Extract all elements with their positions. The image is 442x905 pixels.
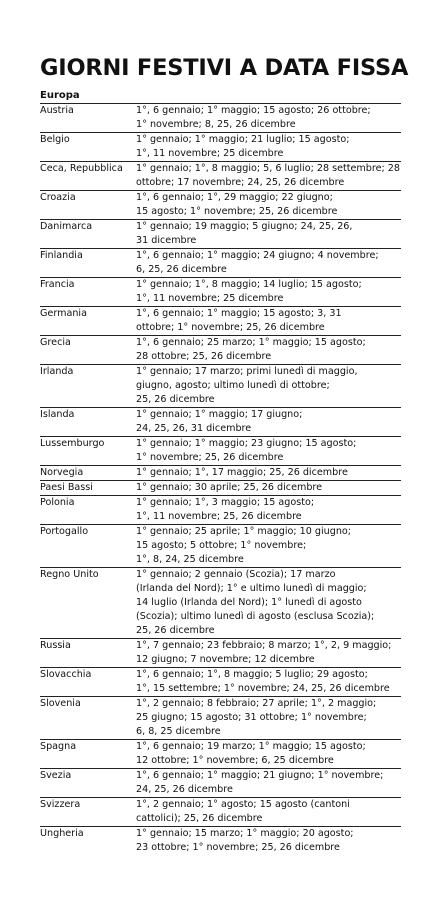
table-row bbox=[40, 798, 401, 827]
table-row bbox=[40, 668, 401, 697]
holiday-dates: 1°, 6 gennaio; 1° maggio; 21 giugno; 1° novembre; 24, 25, 26 dicembre bbox=[136, 770, 384, 795]
country-name: Francia bbox=[40, 279, 75, 290]
country-name: Grecia bbox=[40, 337, 71, 348]
holiday-dates: 1° gennaio; 15 marzo; 1° maggio; 20 agosto; 23 ottobre; 1° novembre; 25, 26 dicembre bbox=[136, 828, 354, 853]
country-name: Slovenia bbox=[40, 698, 81, 709]
country-name: Paesi Bassi bbox=[40, 482, 93, 493]
table-row bbox=[40, 481, 401, 496]
holiday-dates: 1°, 7 gennaio; 23 febbraio; 8 marzo; 1°, 2, 9 maggio; 12 giugno; 7 novembre; 12 dicembre bbox=[136, 640, 392, 665]
holiday-dates: 1° gennaio; 1°, 8 maggio; 5, 6 luglio; 28 settembre; 28 ottobre; 17 novembre; 24, 25, 26 dicembre bbox=[136, 163, 400, 188]
table-row bbox=[40, 496, 401, 525]
holiday-dates: 1° gennaio; 1°, 8 maggio; 14 luglio; 15 agosto; 1°, 11 novembre; 25 dicembre bbox=[136, 279, 362, 304]
section-heading: Europa bbox=[40, 90, 401, 104]
holiday-dates: 1° gennaio; 1° maggio; 21 luglio; 15 agosto; 1°, 11 novembre; 25 dicembre bbox=[136, 134, 350, 159]
holiday-dates: 1°, 2 gennaio; 1° agosto; 15 agosto (cantoni cattolici); 25, 26 dicembre bbox=[136, 799, 350, 824]
table-row bbox=[40, 307, 401, 336]
country-name: Irlanda bbox=[40, 366, 74, 377]
holiday-dates: 1°, 6 gennaio; 1° maggio; 15 agosto; 3, 31 ottobre; 1° novembre; 25, 26 dicembre bbox=[136, 308, 342, 333]
holiday-dates: 1° gennaio; 25 aprile; 1° maggio; 10 giugno; 15 agosto; 5 ottobre; 1° novembre; 1°, 8, 24, 25 dicembre bbox=[136, 526, 352, 565]
holiday-dates: 1°, 6 gennaio; 25 marzo; 1° maggio; 15 agosto; 28 ottobre; 25, 26 dicembre bbox=[136, 337, 366, 362]
holiday-dates: 1° gennaio; 1°, 17 maggio; 25, 26 dicembre bbox=[136, 467, 348, 478]
country-name: Svezia bbox=[40, 770, 72, 781]
country-name: Lussemburgo bbox=[40, 438, 105, 449]
table-row bbox=[40, 336, 401, 365]
table-row bbox=[40, 568, 401, 639]
table-row bbox=[40, 278, 401, 307]
holiday-dates: 1°, 6 gennaio; 1°, 29 maggio; 22 giugno; 15 agosto; 1° novembre; 25, 26 dicembre bbox=[136, 192, 338, 217]
holiday-dates: 1°, 6 gennaio; 1° maggio; 15 agosto; 26 ottobre; 1° novembre; 8, 25, 26 dicembre bbox=[136, 105, 371, 130]
table-row bbox=[40, 740, 401, 769]
table-row bbox=[40, 827, 401, 855]
holiday-dates: 1° gennaio; 17 marzo; primi lunedì di maggio, giugno, agosto; ultimo lunedì di ottobre; 25, 26 dicembre bbox=[136, 366, 358, 405]
table-row bbox=[40, 365, 401, 408]
table-row bbox=[40, 697, 401, 740]
holiday-dates: 1° gennaio; 1° maggio; 23 giugno; 15 agosto; 1° novembre; 25, 26 dicembre bbox=[136, 438, 357, 463]
country-name: Islanda bbox=[40, 409, 75, 420]
country-name: Russia bbox=[40, 640, 71, 651]
country-name: Germania bbox=[40, 308, 87, 319]
holiday-dates: 1° gennaio; 30 aprile; 25, 26 dicembre bbox=[136, 482, 323, 493]
country-name: Slovacchia bbox=[40, 669, 92, 680]
table-row bbox=[40, 466, 401, 481]
country-name: Belgio bbox=[40, 134, 70, 145]
country-name: Austria bbox=[40, 105, 74, 116]
table-row bbox=[40, 249, 401, 278]
country-name: Regno Unito bbox=[40, 569, 99, 580]
holiday-dates: 1° gennaio; 2 gennaio (Scozia); 17 marzo (Irlanda del Nord); 1° e ultimo lunedì di maggio; 14 luglio (Irlanda del Nord); 1° lunedì di agosto (Scozia); ultimo lunedì di agosto (esclusa Scozia); 25, 26 dicembre bbox=[136, 569, 375, 636]
table-row bbox=[40, 525, 401, 568]
country-name: Norvegia bbox=[40, 467, 84, 478]
country-name: Svizzera bbox=[40, 799, 81, 810]
country-name: Polonia bbox=[40, 497, 75, 508]
holiday-list bbox=[40, 104, 401, 855]
table-row bbox=[40, 191, 401, 220]
table-row bbox=[40, 133, 401, 162]
table-row bbox=[40, 769, 401, 798]
holiday-table-page bbox=[40, 54, 409, 855]
table-row bbox=[40, 437, 401, 466]
holiday-dates: 1° gennaio; 19 maggio; 5 giugno; 24, 25, 26, 31 dicembre bbox=[136, 221, 353, 246]
country-name: Portogallo bbox=[40, 526, 89, 537]
country-name: Finlandia bbox=[40, 250, 83, 261]
holiday-dates: 1°, 6 gennaio; 19 marzo; 1° maggio; 15 agosto; 12 ottobre; 1° novembre; 6, 25 dicembre bbox=[136, 741, 366, 766]
holiday-dates: 1°, 2 gennaio; 8 febbraio; 27 aprile; 1°, 2 maggio; 25 giugno; 15 agosto; 31 ottobre; 1° novembre; 6, 8, 25 dicembre bbox=[136, 698, 377, 737]
country-name: Spagna bbox=[40, 741, 77, 752]
table-row bbox=[40, 639, 401, 668]
country-name: Danimarca bbox=[40, 221, 93, 232]
table-row bbox=[40, 104, 401, 133]
table-row bbox=[40, 220, 401, 249]
holiday-dates: 1° gennaio; 1°, 3 maggio; 15 agosto; 1°, 11 novembre; 25, 26 dicembre bbox=[136, 497, 315, 522]
table-row bbox=[40, 162, 401, 191]
holiday-dates: 1°, 6 gennaio; 1° maggio; 24 giugno; 4 novembre; 6, 25, 26 dicembre bbox=[136, 250, 379, 275]
table-row bbox=[40, 408, 401, 437]
country-name: Croazia bbox=[40, 192, 76, 203]
country-name: Ungheria bbox=[40, 828, 84, 839]
holiday-dates: 1°, 6 gennaio; 1°, 8 maggio; 5 luglio; 29 agosto; 1°, 15 settembre; 1° novembre; 24, 25, 26 dicembre bbox=[136, 669, 390, 694]
page-title: GIORNI FESTIVI A DATA FISSA bbox=[40, 55, 409, 81]
holiday-dates: 1° gennaio; 1° maggio; 17 giugno; 24, 25, 26, 31 dicembre bbox=[136, 409, 303, 434]
country-name: Ceca, Repubblica bbox=[40, 163, 123, 174]
